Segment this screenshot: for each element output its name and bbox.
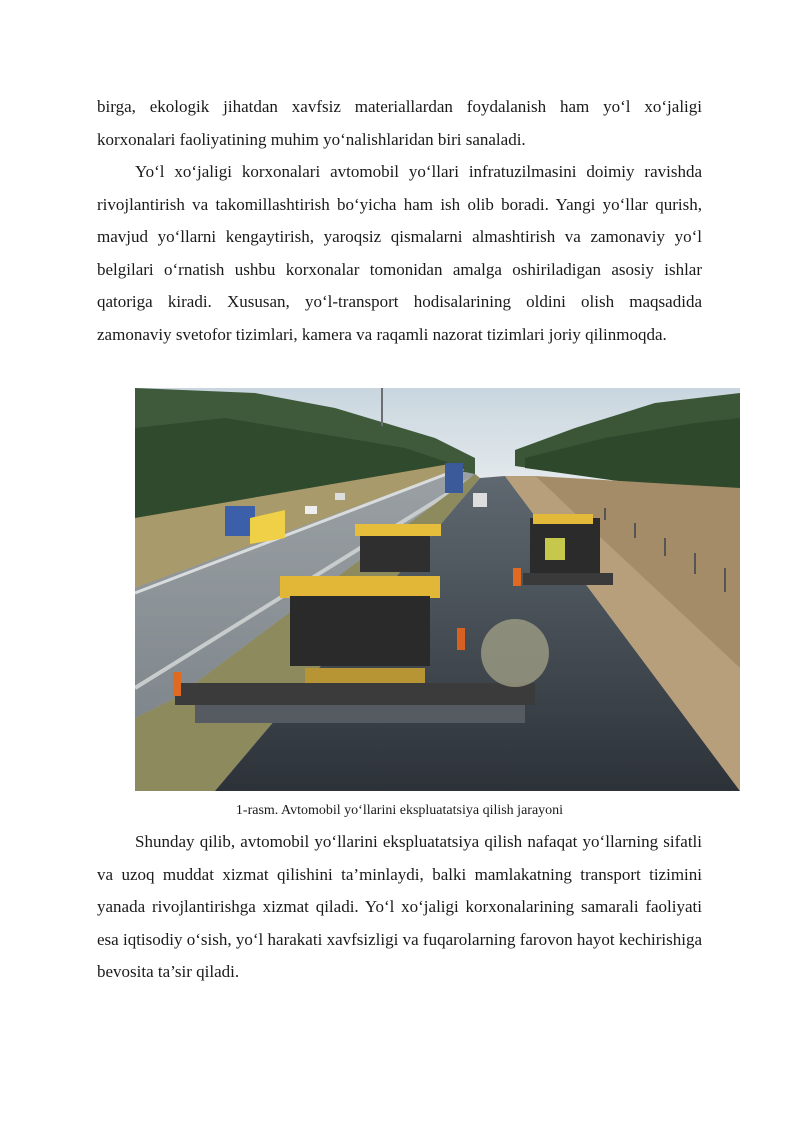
body-paragraph-1: birga, ekologik jihatdan xavfsiz materiallardan foydalanish ham yo‘l xo‘jaligi korxonalari faoliyatining muhim yo‘nalishlaridan biri sanaladi. <box>97 97 702 149</box>
figure-caption: 1-rasm. Avtomobil yo‘llarini ekspluatatsiya qilish jarayoni <box>235 803 564 818</box>
road-paving-photo <box>135 388 740 791</box>
body-paragraph-3: Shunday qilib, avtomobil yo‘llarini ekspluatatsiya qilish nafaqat yo‘llarning sifatli va uzoq muddat xizmat qilishini ta’minlaydi, balki mamlakatning transport tizimini yanada rivojlantirishga xizmat qiladi. Yo‘l xo‘jaligi korxonalarining samarali faoliyati esa iqtisodiy o‘sish, yo‘l harakati xavfsizligi va fuqarolarning farovon hayot kechirishiga bevosita ta’sir qiladi. <box>97 832 702 982</box>
body-paragraph-2: Yo‘l xo‘jaligi korxonalari avtomobil yo‘llari infratuzilmasini doimiy ravishda rivojlantirish va takomillashtirish bo‘yicha ham ish olib boradi. Yangi yo‘llar qurish, mavjud yo‘llarni kengaytirish, yaroqsiz qismalarni almashtirish va zamonaviy yo‘l belgilari o‘rnatish ushbu korxonalar tomonidan amalga oshiriladigan asosiy ishlar qatoriga kiradi. Xususan, yo‘l-transport hodisalarining oldini olish maqsadida zamonaviy svetofor tizimlari, kamera va raqamli nazorat tizimlari joriy qilinmoqda. <box>97 162 702 344</box>
